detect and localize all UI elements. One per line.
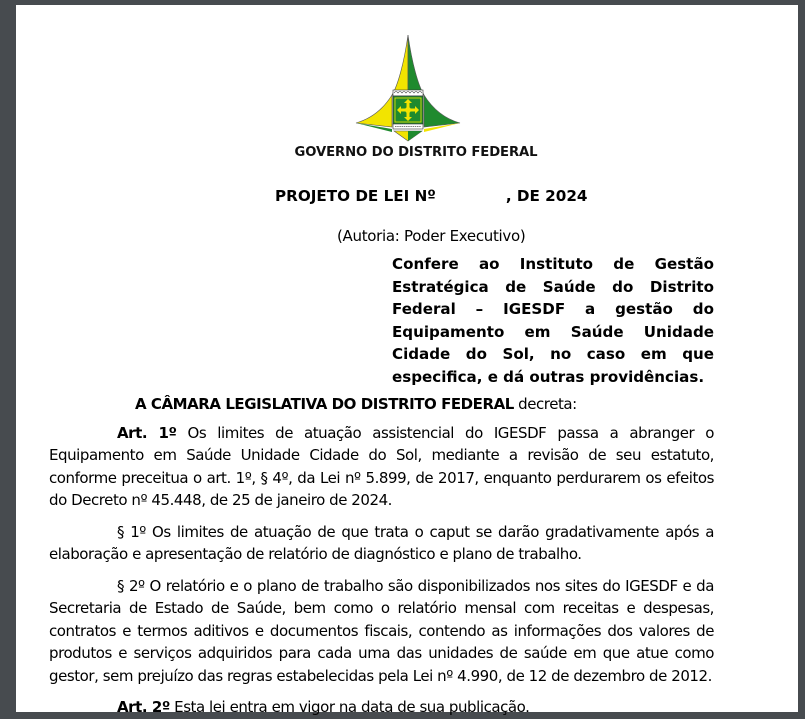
document-page — [16, 5, 798, 716]
brasao-df-emblem — [352, 33, 464, 143]
bill-body — [49, 393, 714, 719]
bill-title — [275, 187, 595, 205]
government-name: GOVERNO DO DISTRITO FEDERAL — [294, 145, 538, 160]
article-2-label: Art. 2º — [117, 698, 170, 716]
enacting-verb: decreta: — [513, 395, 577, 413]
paragraph-1 — [49, 521, 714, 566]
paragraph-2 — [49, 575, 714, 688]
article-1-text: Os limites de atuação assistencial do IGESDF passa a abranger o Equipamento em Saúde Unidade Cidade do Sol, mediante a revisão de seu estatuto, conforme preceitua o art. 1º, § 4º, da Lei nº 5.899, de 2017, enquanto perdurarem os efeitos do Decreto nº 45.448, de 25 de janeiro de 2024. — [49, 423, 715, 509]
paragraph-2-text: § 2º O relatório e o plano de trabalho são disponibilizados nos sites do IGESDF e da Secretaria de Estado de Saúde, bem como o relatório mensal com receitas e despesas, contratos e termos aditivos e documentos fiscais, contendo as informações dos valores de produtos e serviços adquiridos para cada uma das unidades de saúde em que atue como gestor, sem prejuízo das regras estabelecidas pela Lei nº 4.990, de 12 de dezembro de 2012. — [49, 576, 714, 685]
bill-title-prefix: PROJETO DE LEI Nº — [275, 187, 436, 205]
article-1 — [49, 422, 714, 512]
ementa: Confere ao Instituto de Gestão Estratégica de Saúde do Distrito Federal – IGESDF a gestão do Equipamento em Saúde Unidade Cidade do Sol, no caso em que especifica, e dá outras providências. — [392, 255, 714, 386]
legislature-name: A CÂMARA LEGISLATIVA DO DISTRITO FEDERAL — [135, 395, 514, 413]
paragraph-1-text: § 1º Os limites de atuação de que trata o caput se darão gradativamente após a elaboração e apresentação de relatório de diagnóstico e plano de trabalho. — [49, 522, 714, 563]
bill-title-suffix: , DE 2024 — [505, 187, 588, 205]
article-1-label: Art. 1º — [117, 423, 177, 442]
enacting-clause — [49, 393, 714, 416]
authorship: (Autoria: Poder Executivo) — [337, 227, 526, 245]
article-2-text: Esta lei entra em vigor na data de sua publicação. — [169, 698, 530, 716]
article-2 — [49, 696, 714, 719]
